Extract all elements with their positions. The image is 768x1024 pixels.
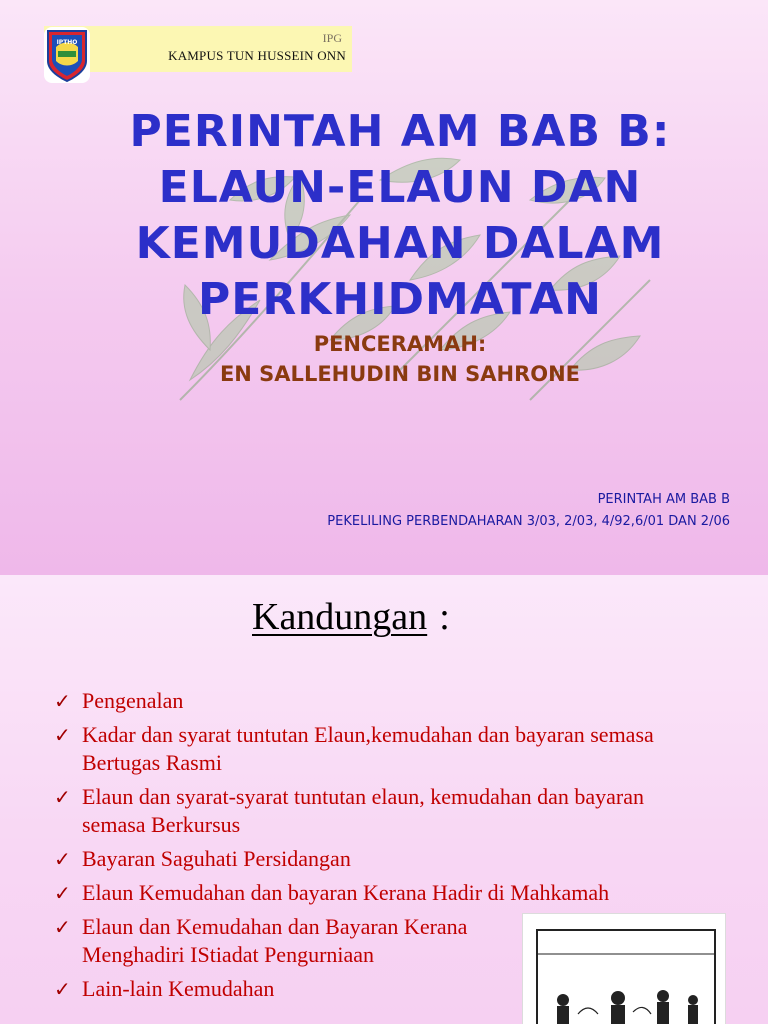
- list-item: ✓ Elaun dan syarat-syarat tuntutan elaun, kemudahan dan bayaran semasa Berkursus: [54, 784, 644, 837]
- checkmark-icon: ✓: [54, 689, 71, 713]
- list-item: ✓ Kadar dan syarat tuntutan Elaun,kemudahan dan bayaran semasa Bertugas Rasmi: [54, 722, 654, 775]
- list-item: ✓ Pengenalan: [54, 688, 184, 713]
- checkmark-icon: ✓: [54, 915, 71, 939]
- ipg-label: IPG: [322, 31, 342, 45]
- campus-name: KAMPUS TUN HUSSEIN ONN: [168, 48, 346, 63]
- speaker-name: EN SALLEHUDIN BIN SAHRONE: [219, 362, 581, 386]
- list-item: ✓ Lain-lain Kemudahan: [54, 976, 275, 1001]
- checkmark-icon: ✓: [54, 881, 71, 905]
- checkmark-icon: ✓: [54, 847, 71, 871]
- contents-slide: [0, 575, 768, 1024]
- list-item: ✓ Elaun dan Kemudahan dan Bayaran Kerana Menghadiri IStiadat Pengurniaan: [54, 914, 468, 967]
- institution-logo: [44, 27, 90, 83]
- title-line: PERINTAH AM BAB B:: [129, 106, 671, 157]
- title-line: ELAUN-ELAUN DAN: [158, 162, 642, 213]
- contents-heading-colon: :: [439, 596, 450, 638]
- reference-circulars: PEKELILING PERBENDAHARAN 3/03, 2/03, 4/92,6/01 DAN 2/06: [327, 514, 730, 529]
- reference-line: PERINTAH AM BAB B: [597, 492, 730, 507]
- cartoon-illustration: [522, 913, 726, 1024]
- checkmark-icon: ✓: [54, 977, 71, 1001]
- contents-heading: [252, 595, 450, 639]
- list-item: ✓ Bayaran Saguhati Persidangan: [54, 846, 351, 871]
- svg-text:IPTHO: IPTHO: [56, 39, 78, 46]
- checkmark-icon: ✓: [54, 785, 71, 809]
- slide-title: [80, 104, 720, 328]
- title-line: PERKHIDMATAN: [198, 274, 602, 325]
- title-line: KEMUDAHAN DALAM: [135, 218, 665, 269]
- speaker-label: PENCERAMAH:: [313, 332, 487, 356]
- list-item: ✓ Elaun Kemudahan dan bayaran Kerana Hadir di Mahkamah: [54, 880, 610, 905]
- checkmark-icon: ✓: [54, 723, 71, 747]
- contents-heading-text: Kandungan: [252, 596, 428, 638]
